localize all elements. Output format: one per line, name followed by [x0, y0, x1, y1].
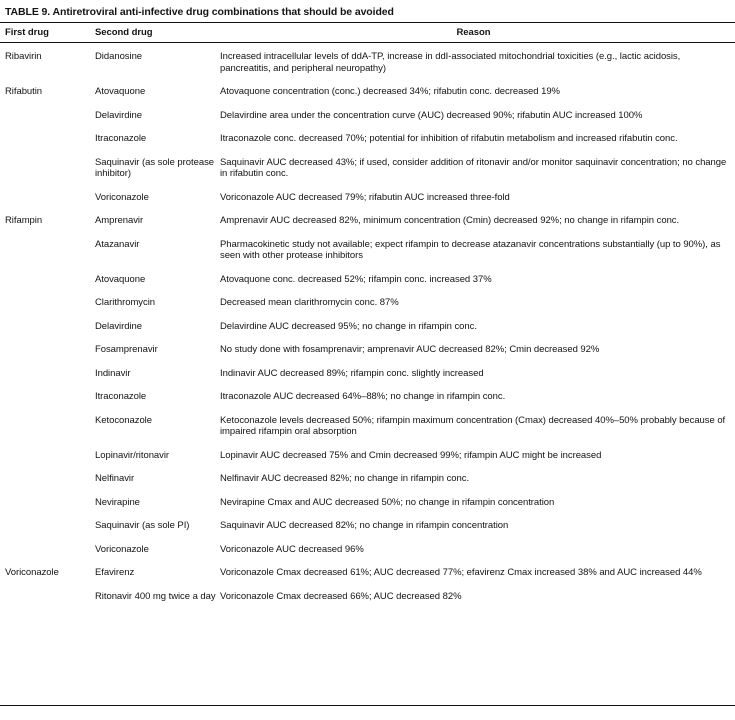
reason-cell: Itraconazole conc. decreased 70%; potential for inhibition of rifabutin metabolism and increased rifabutin conc. [220, 133, 678, 144]
column-header-first-drug: First drug [5, 26, 49, 38]
drug-combinations-table [0, 22, 735, 706]
first-drug-cell: Ribavirin [5, 51, 42, 62]
table-row [0, 567, 735, 579]
second-drug-cell: Didanosine [95, 51, 143, 62]
column-header-reason: Reason [456, 26, 491, 38]
second-drug-cell: Fosamprenavir [95, 344, 158, 355]
reason-cell: Indinavir AUC decreased 89%; rifampin conc. slightly increased [220, 367, 484, 379]
second-drug-cell: Efavirenz [95, 567, 135, 578]
first-drug-cell: Voriconazole [5, 567, 59, 578]
table-row [0, 297, 735, 309]
reason-cell: Nelfinavir AUC decreased 82%; no change in rifampin conc. [220, 473, 470, 484]
reason-cell: Increased intracellular levels of ddA-TP, increase in ddI-associated mitochondrial toxicities (e.g., lactic acidosis, pancreatitis, and peripheral neuropathy) [220, 51, 681, 74]
second-drug-cell: Ritonavir 400 mg twice a day [95, 590, 216, 602]
second-drug-cell: Clarithromycin [95, 297, 156, 308]
table-row [0, 368, 735, 380]
table-row [0, 415, 735, 438]
table-row [0, 192, 735, 204]
reason-cell: Ketoconazole levels decreased 50%; rifampin maximum concentration (Cmax) decreased 40%–50% probably because of impaired rifampin oral absorption [220, 414, 726, 437]
reason-cell: Saquinavir AUC decreased 82%; no change in rifampin concentration [220, 520, 509, 531]
table-title: TABLE 9. Antiretroviral anti-infective drug combinations that should be avoided [5, 6, 394, 18]
table-row [0, 591, 735, 603]
reason-cell: Voriconazole AUC decreased 96% [220, 543, 364, 555]
column-header-second-drug: Second drug [95, 26, 153, 38]
table-row [0, 544, 735, 556]
first-drug-cell: Rifabutin [5, 86, 43, 97]
second-drug-cell: Voriconazole [95, 191, 149, 203]
second-drug-cell: Atazanavir [95, 238, 140, 250]
second-drug-cell: Lopinavir/ritonavir [95, 449, 170, 461]
reason-cell: Pharmacokinetic study not available; expect rifampin to decrease atazanavir concentrations substantially (up to 90%), as seen with other protease inhibitors [220, 238, 721, 261]
reason-cell: Voriconazole AUC decreased 79%; rifabutin AUC increased three-fold [220, 191, 510, 203]
reason-cell: Itraconazole AUC decreased 64%–88%; no change in rifampin conc. [220, 391, 506, 402]
table-header-row [0, 23, 735, 43]
reason-cell: Saquinavir AUC decreased 43%; if used, consider addition of ritonavir and/or monitor saquinavir concentration; no change in rifabutin conc. [220, 156, 727, 179]
reason-cell: Delavirdine area under the concentration curve (AUC) decreased 90%; rifabutin AUC increased 100% [220, 109, 643, 121]
table-body [0, 43, 735, 706]
table-row [0, 51, 735, 74]
first-drug-cell: Rifampin [5, 215, 43, 226]
second-drug-cell: Itraconazole [95, 133, 147, 144]
reason-cell: Amprenavir AUC decreased 82%, minimum concentration (Cmin) decreased 92%; no change in rifampin conc. [220, 215, 680, 226]
reason-cell: No study done with fosamprenavir; amprenavir AUC decreased 82%; Cmin decreased 92% [220, 344, 600, 355]
table-row [0, 157, 735, 180]
table-row [0, 215, 735, 227]
second-drug-cell: Nevirapine [95, 496, 140, 508]
reason-cell: Delavirdine AUC decreased 95%; no change in rifampin conc. [220, 320, 477, 332]
second-drug-cell: Atovaquone [95, 86, 146, 97]
second-drug-cell: Nelfinavir [95, 473, 135, 484]
table-row [0, 344, 735, 356]
table-row [0, 133, 735, 145]
reason-cell: Lopinavir AUC decreased 75% and Cmin decreased 99%; rifampin AUC might be increased [220, 449, 602, 461]
reason-cell: Nevirapine Cmax and AUC decreased 50%; no change in rifampin concentration [220, 496, 555, 508]
reason-cell: Atovaquone conc. decreased 52%; rifampin conc. increased 37% [220, 273, 492, 285]
table-row [0, 321, 735, 333]
second-drug-cell: Voriconazole [95, 543, 149, 555]
second-drug-cell: Indinavir [95, 367, 131, 379]
second-drug-cell: Delavirdine [95, 109, 142, 121]
table-row [0, 239, 735, 262]
table-row [0, 110, 735, 122]
table-row [0, 391, 735, 403]
table-row [0, 520, 735, 532]
table-row [0, 497, 735, 509]
second-drug-cell: Delavirdine [95, 320, 142, 332]
second-drug-cell: Ketoconazole [95, 414, 152, 426]
table-row [0, 86, 735, 98]
table-row [0, 274, 735, 286]
second-drug-cell: Atovaquone [95, 273, 146, 285]
second-drug-cell: Amprenavir [95, 215, 144, 226]
second-drug-cell: Itraconazole [95, 391, 147, 402]
table-row [0, 450, 735, 462]
second-drug-cell: Saquinavir (as sole PI) [95, 520, 190, 531]
reason-cell: Voriconazole Cmax decreased 61%; AUC decreased 77%; efavirenz Cmax increased 38% and AUC increased 44% [220, 567, 702, 578]
reason-cell: Atovaquone concentration (conc.) decreased 34%; rifabutin conc. decreased 19% [220, 86, 560, 97]
reason-cell: Decreased mean clarithromycin conc. 87% [220, 297, 399, 308]
table-row [0, 473, 735, 485]
reason-cell: Voriconazole Cmax decreased 66%; AUC decreased 82% [220, 590, 462, 602]
second-drug-cell: Saquinavir (as sole protease inhibitor) [95, 156, 215, 179]
